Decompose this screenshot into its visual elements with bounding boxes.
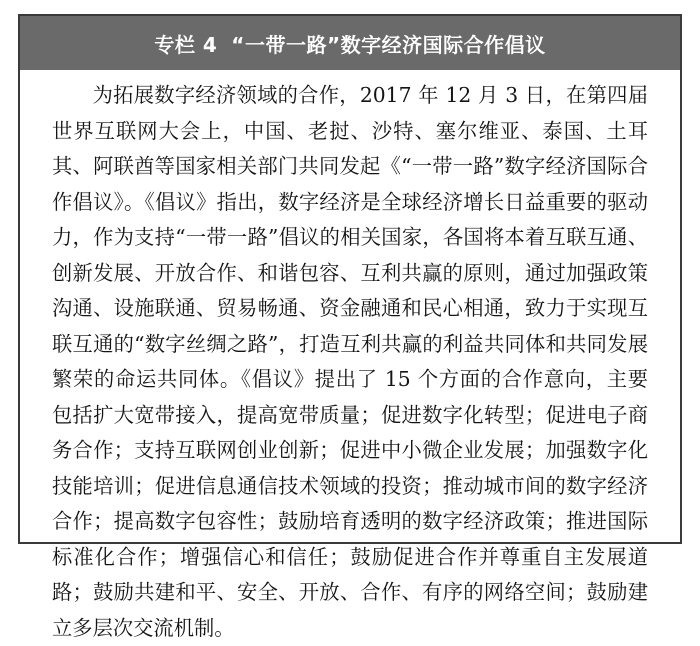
sidebar-box <box>18 14 682 640</box>
box-body-text: 为拓展数字经济领域的合作，2017 年 12 月 3 日，在第四届世界互联网大会上，中国、老挝、沙特、塞尔维亚、泰国、土耳其、阿联酋等国家相关部门共同发起《“一带一路”数字经济国际合作倡议》。《倡议》指出，数字经济是全球经济增长日益重要的驱动力，作为支持“一带一路”倡议的相关国家，各国将本着互联互通、创新发展、开放合作、和谐包容、互利共赢的原则，通过加强政策沟通、设施联通、贸易畅通、资金融通和民心相通，致力于实现互联互通的“数字丝绸之路”，打造互利共赢的利益共同体和共同发展繁荣的命运共同体。《倡议》提出了 15 个方面的合作意向，主要包括扩大宽带接入，提高宽带质量；促进数字化转型；促进电子商务合作；支持互联网创业创新；促进中小微企业发展；加强数字化技能培训；促进信息通信技术领域的投资；推动城市间的数字经济合作；提高数字包容性；鼓励培育透明的数字经济政策；推进国际标准化合作；增强信心和信任；鼓励促进合作并尊重自主发展道路；鼓励共建和平、安全、开放、合作、有序的网络空间；鼓励建立多层次交流机制。 <box>52 83 648 640</box>
box-label: 专栏 4 <box>154 32 218 57</box>
box-title: “一带一路”数字经济国际合作倡议 <box>231 32 546 57</box>
box-header <box>20 16 680 70</box>
